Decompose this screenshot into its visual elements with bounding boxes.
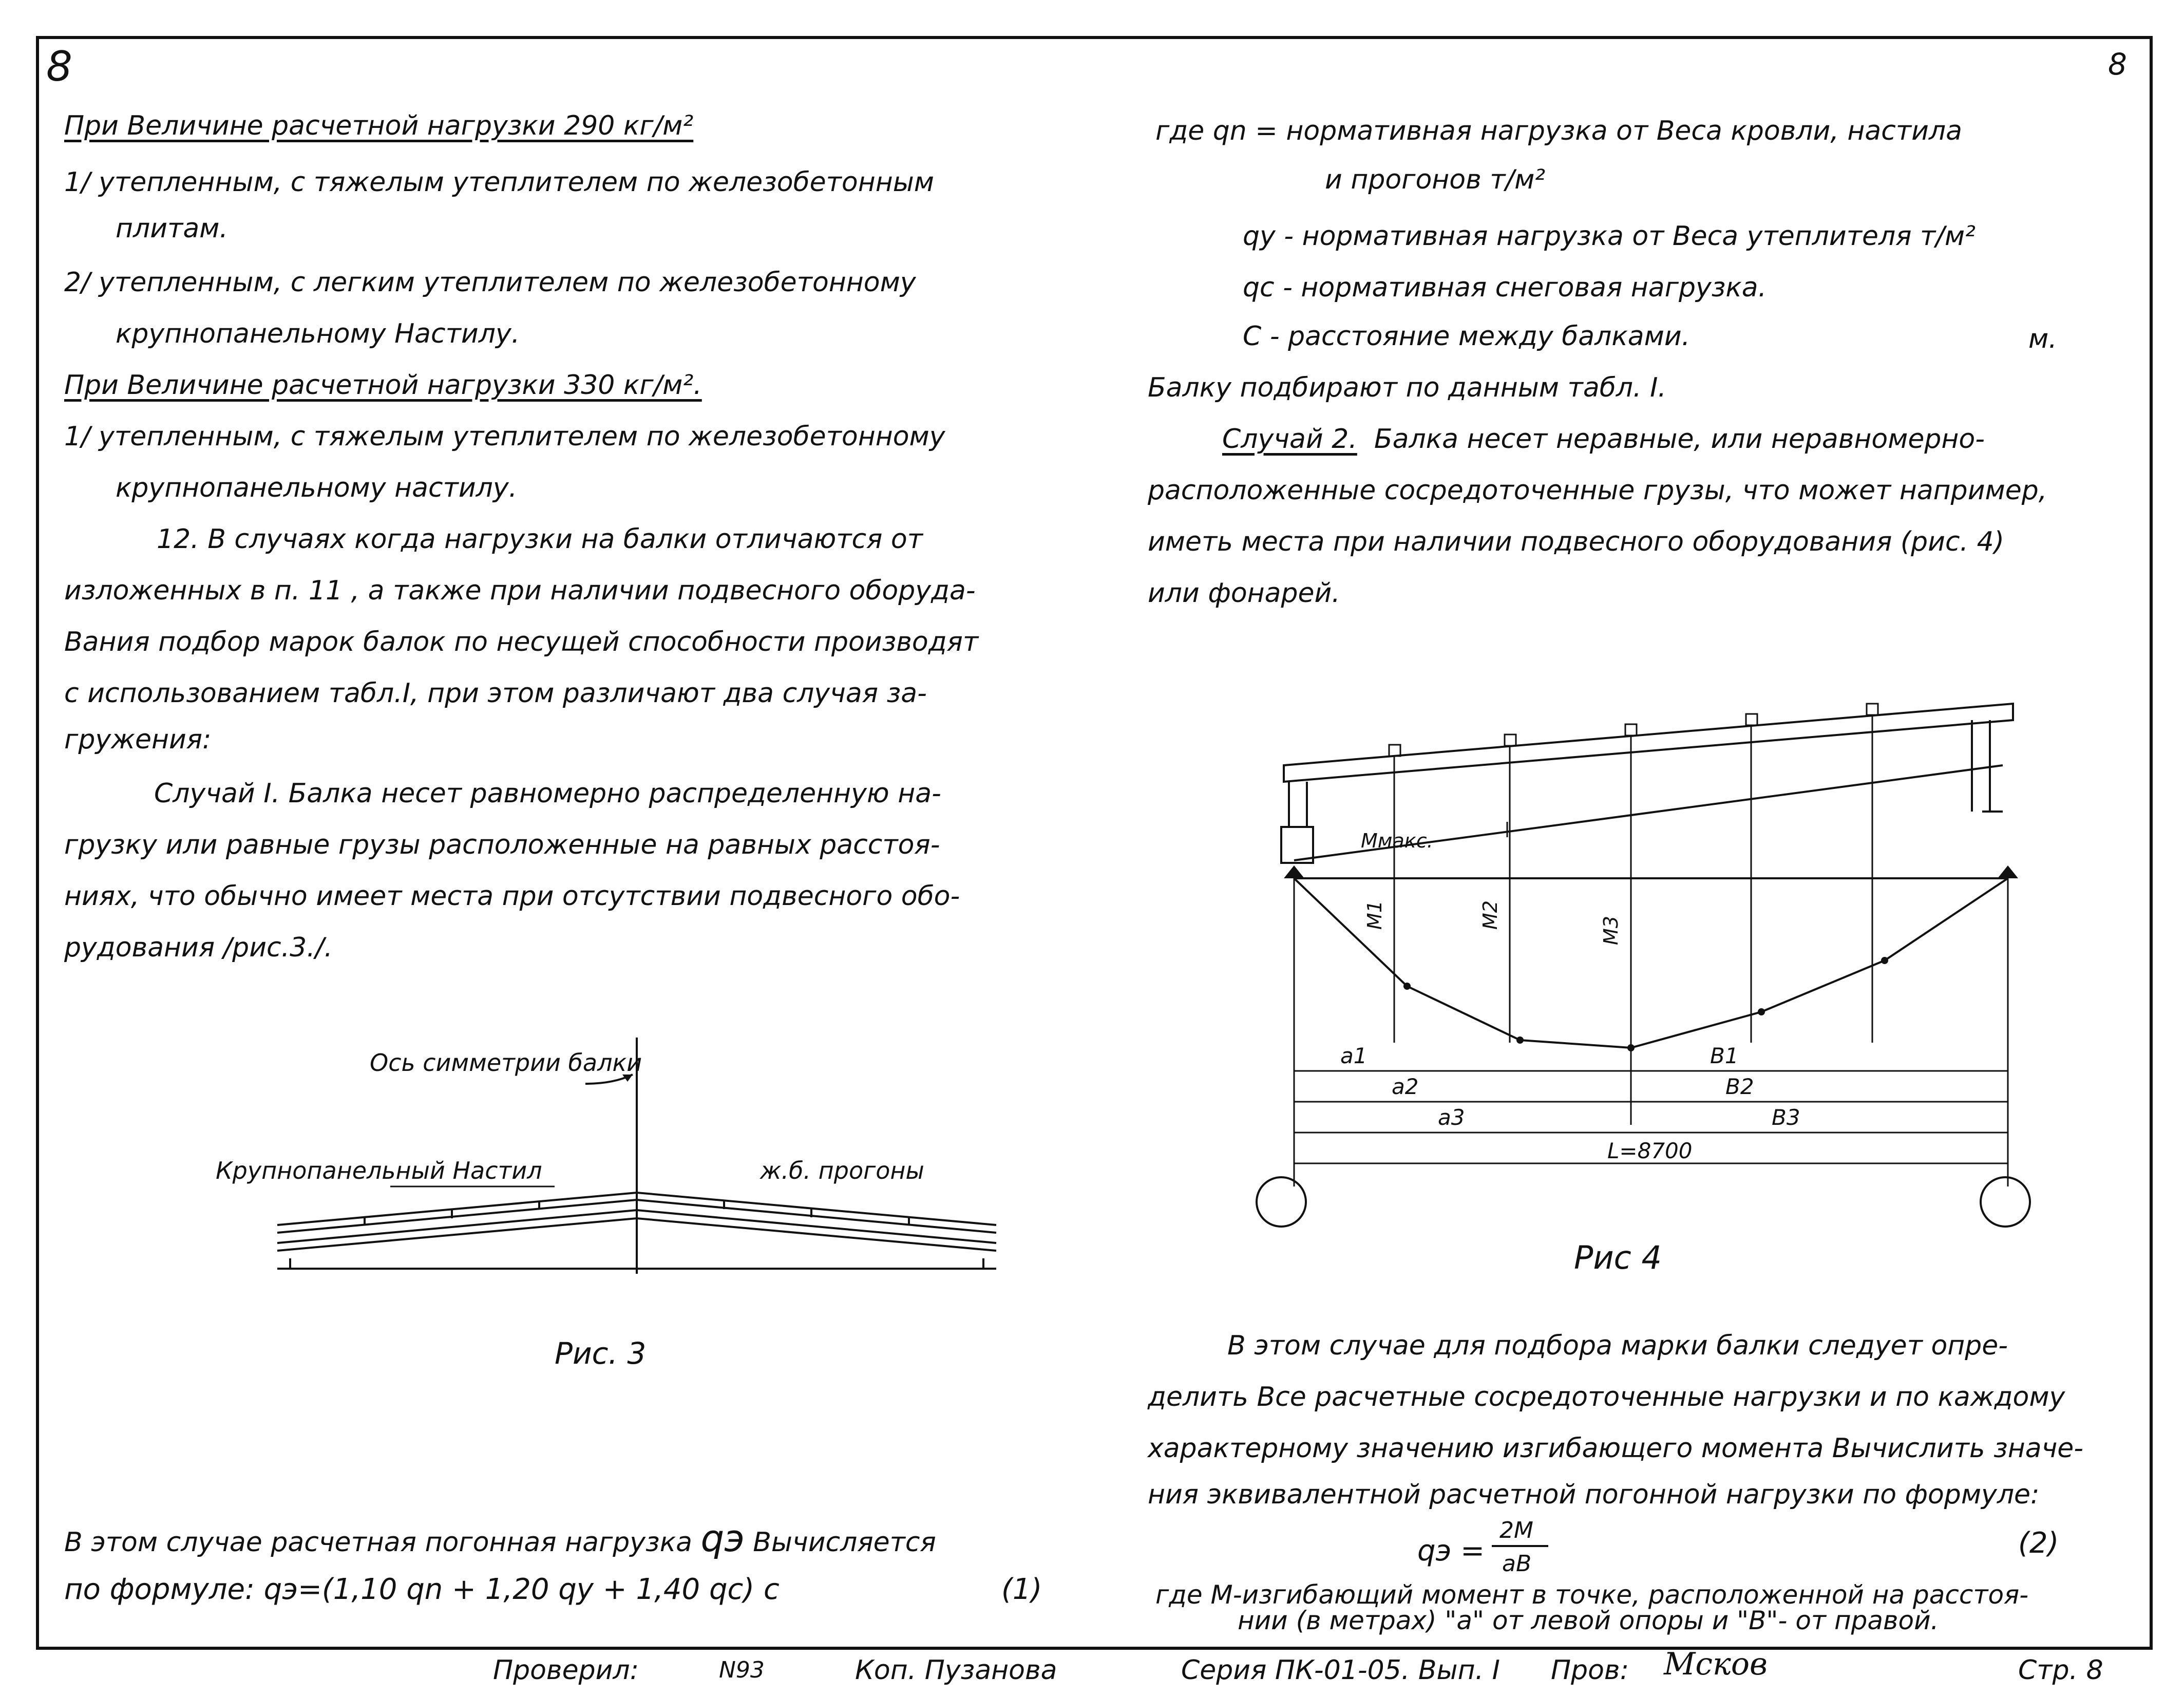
formula1-number: (1) bbox=[1001, 1573, 1042, 1606]
case1-line1: Случай I. Балка несет равномерно распределенную на- bbox=[154, 778, 941, 809]
para-12-line5: гружения: bbox=[64, 724, 212, 755]
page-number-left: 8 bbox=[46, 43, 72, 90]
formula2-number: (2) bbox=[2018, 1527, 2059, 1560]
left-support bbox=[1284, 865, 1304, 878]
case2-line4: или фонарей. bbox=[1148, 578, 1340, 609]
dim-a2: a2 bbox=[1392, 1074, 1419, 1099]
mmax-label: Mмакс. bbox=[1361, 830, 1433, 852]
case1-line4: рудования /рис.3./. bbox=[64, 932, 333, 963]
formula2-lhs: qэ = bbox=[1417, 1534, 1485, 1568]
left-wheel bbox=[1257, 1177, 1306, 1227]
def-qc: qc - нормативная снеговая нагрузка. bbox=[1243, 272, 1767, 303]
footer-series: Серия ПК-01-05. Вып. I bbox=[1181, 1655, 1500, 1686]
where-line1: где M-изгибающий момент в точке, расположенной на расстоя- bbox=[1155, 1580, 2029, 1610]
item-330-1b: крупнопанельному настилу. bbox=[116, 473, 518, 503]
def-qn-line1: где qn = нормативная нагрузка от Веса кровли, настила bbox=[1155, 116, 1963, 146]
item-290-1b: плитам. bbox=[116, 213, 228, 244]
right-wheel bbox=[1981, 1177, 2030, 1227]
figure-4-caption: Рис 4 bbox=[1574, 1239, 1662, 1276]
footer-checked-no: N93 bbox=[719, 1657, 765, 1683]
explain-line4: ния эквивалентной расчетной погонной нагрузки по формуле: bbox=[1148, 1479, 2040, 1510]
item-330-1a: 1/ утепленным, с тяжелым утеплителем по железобетонному bbox=[64, 421, 945, 452]
moment-diagram bbox=[1294, 878, 2008, 1048]
figure-4 bbox=[1232, 683, 2064, 1299]
footer-copied: Коп. Пузанова bbox=[855, 1655, 1057, 1686]
heading-290: При Величине расчетной нагрузки 290 кг/м² bbox=[64, 110, 694, 141]
explain-line1: В этом случае для подбора марки балки следует опре- bbox=[1227, 1330, 2008, 1361]
explain-line2: делить Все расчетные сосредоточенные нагрузки и по каждому bbox=[1148, 1382, 2065, 1412]
para-12-line2: изложенных в п. 11 , а также при наличии подвесного оборуда- bbox=[64, 575, 976, 606]
explain-line3: характерному значению изгибающего момента Вычислить значе- bbox=[1148, 1433, 2084, 1464]
label-purlins: ж.б. прогоны bbox=[760, 1157, 924, 1184]
formula2-denominator: aB bbox=[1502, 1551, 1532, 1577]
figure-3 bbox=[195, 1032, 1027, 1382]
formula1-intro: В этом случае расчетная погонная нагрузка qэ Вычисляется bbox=[64, 1517, 936, 1560]
def-qy: qy - нормативная нагрузка от Веса утеплителя т/м² bbox=[1243, 221, 1976, 252]
def-c-unit: м. bbox=[2028, 324, 2057, 354]
para-12-line4: с использованием табл.I, при этом различают два случая за- bbox=[64, 678, 927, 709]
para-12-line1: 12. В случаях когда нагрузки на балки отличаются от bbox=[157, 524, 923, 555]
case2-line3: иметь места при наличии подвесного оборудования (рис. 4) bbox=[1148, 526, 2004, 557]
heading-330: При Величине расчетной нагрузки 330 кг/м². bbox=[64, 370, 702, 401]
page-number-right: 8 bbox=[2108, 47, 2127, 82]
case1-line3: ниях, что обычно имеет места при отсутствии подвесного обо- bbox=[64, 881, 960, 912]
footer-prov: Пров: bbox=[1551, 1655, 1629, 1686]
case2-heading: Случай 2. bbox=[1222, 424, 1357, 455]
dim-b1: B1 bbox=[1710, 1043, 1739, 1068]
formula2-fraction-bar bbox=[1492, 1545, 1548, 1547]
q-eq-symbol: qэ bbox=[700, 1517, 745, 1560]
def-qn-line2: и прогонов т/м² bbox=[1325, 164, 1546, 195]
dim-b3: B3 bbox=[1772, 1105, 1800, 1130]
m1-label: M1 bbox=[1363, 900, 1386, 930]
label-deck: Крупнопанельный Настил bbox=[216, 1157, 542, 1184]
where-line2: нии (в метрах) "a" от левой опоры и "B"- от правой. bbox=[1238, 1606, 1939, 1635]
dim-b2: B2 bbox=[1725, 1074, 1754, 1099]
formula1: по формуле: qэ=(1,10 qn + 1,20 qy + 1,40 qc) c bbox=[64, 1573, 780, 1606]
right-support bbox=[1998, 865, 2018, 878]
dim-a3: a3 bbox=[1438, 1105, 1465, 1130]
crane-rail bbox=[1284, 704, 2013, 782]
item-290-1a: 1/ утепленным, с тяжелым утеплителем по железобетонным bbox=[64, 167, 935, 198]
table-ref: Балку подбирают по данным табл. I. bbox=[1148, 372, 1666, 403]
case2-line1: Случай 2. Балка несет неравные, или неравномерно- bbox=[1222, 424, 1985, 455]
para-12-line3: Вания подбор марок балок по несущей способности производят bbox=[64, 627, 979, 657]
dim-a1: a1 bbox=[1340, 1043, 1368, 1068]
item-290-2b: крупнопанельному Настилу. bbox=[116, 318, 520, 349]
dim-span: L=8700 bbox=[1607, 1138, 1693, 1163]
item-290-2a: 2/ утепленным, с легким утеплителем по железобетонному bbox=[64, 267, 916, 298]
footer-page: Стр. 8 bbox=[2018, 1655, 2103, 1686]
case2-line2: расположенные сосредоточенные грузы, что может например, bbox=[1148, 475, 2047, 506]
def-c: C - расстояние между балками. bbox=[1243, 321, 1691, 352]
footer-signature: Мсков bbox=[1664, 1646, 1768, 1682]
m3-label: M3 bbox=[1600, 916, 1622, 945]
axis-label: Ось симметрии балки bbox=[370, 1049, 642, 1077]
formula2-numerator: 2M bbox=[1499, 1517, 1533, 1543]
case1-line2: грузку или равные грузы расположенные на равных расстоя- bbox=[64, 830, 940, 860]
figure-3-caption: Рис. 3 bbox=[555, 1336, 647, 1371]
m2-label: M2 bbox=[1479, 900, 1502, 930]
footer-checked: Проверил: bbox=[493, 1655, 639, 1686]
